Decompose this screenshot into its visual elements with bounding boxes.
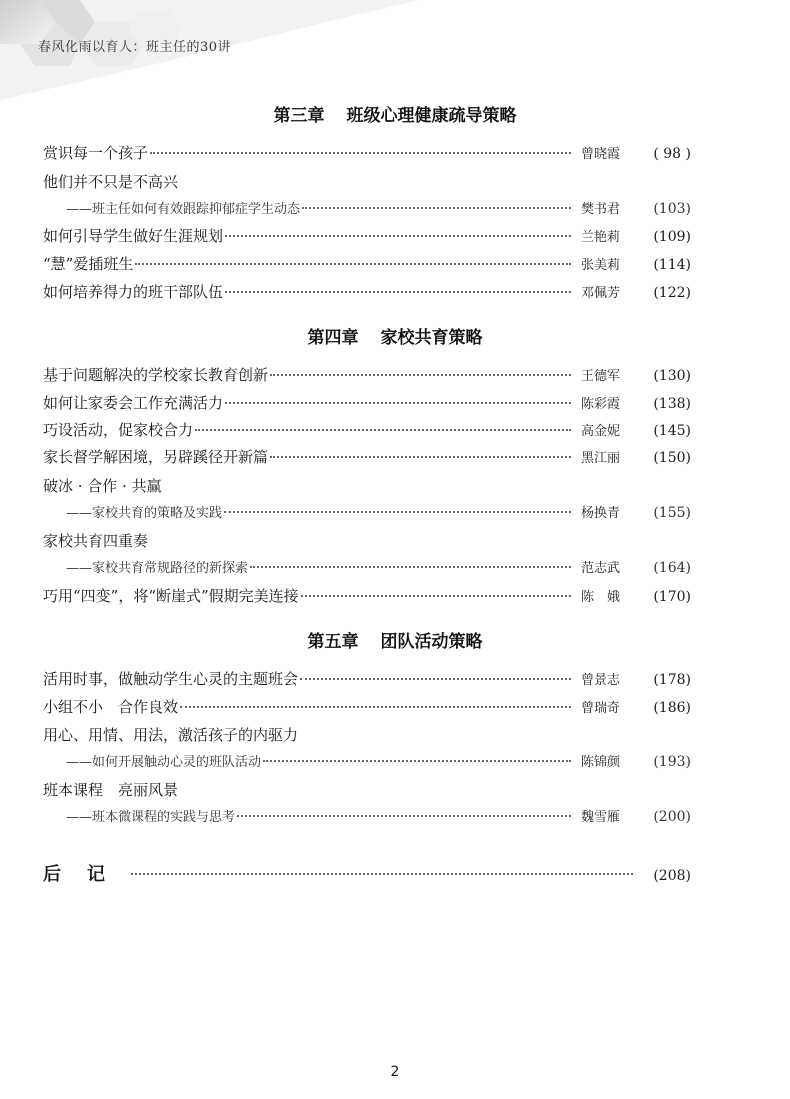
entry-author: 邓佩芳 (581, 286, 621, 301)
dot-leader (250, 566, 571, 568)
dot-leader (225, 291, 571, 293)
dot-leader (195, 429, 571, 431)
afterword-title: 后记 (43, 864, 131, 885)
toc-entry[interactable] (43, 363, 691, 387)
entry-page: (130) (653, 368, 691, 384)
toc-entry[interactable] (43, 252, 691, 276)
entry-page: (109) (653, 229, 691, 245)
entry-title: 巧设活动，促家校合力 (43, 421, 194, 439)
chapter-heading (0, 323, 790, 348)
entry-author: 樊书君 (581, 202, 621, 217)
entry-title[interactable]: 家校共育四重奏 (43, 532, 149, 550)
entry-author: 杨换青 (581, 506, 621, 521)
dot-leader (224, 511, 571, 513)
entry-page: (150) (653, 450, 691, 466)
chapter-heading (0, 627, 790, 652)
entry-title: 如何让家委会工作充满活力 (43, 394, 224, 412)
dot-leader (300, 678, 571, 680)
entry-page: (200) (653, 809, 691, 825)
entry-author: 陈彩霞 (581, 397, 621, 412)
entry-title: 家长督学解困境，另辟蹊径开新篇 (43, 448, 269, 466)
entry-page: (193) (653, 754, 691, 770)
entry-page: (145) (653, 423, 691, 439)
chapter-title: 团队活动策略 (380, 632, 483, 652)
entry-page: ( 98 ) (653, 146, 691, 162)
entry-author: 高金妮 (581, 424, 621, 439)
toc-entry[interactable] (43, 224, 691, 248)
entry-page: (103) (653, 201, 691, 217)
toc-entry[interactable] (66, 556, 691, 580)
entry-subtitle: ——家校共育常规路径的新探索 (66, 561, 249, 576)
entry-author: 范志武 (581, 561, 621, 576)
entry-page: (178) (653, 672, 691, 688)
toc-entry[interactable] (66, 750, 691, 774)
dot-leader (135, 263, 571, 265)
toc-entry[interactable] (43, 280, 691, 304)
dot-leader (270, 374, 571, 376)
entry-author: 陈锦颜 (581, 755, 621, 770)
chapter-title: 家校共育策略 (380, 328, 483, 348)
entry-page: (114) (653, 257, 691, 273)
entry-title: 小组不小 合作良效 (43, 698, 179, 716)
entry-title: 巧用“四变”，将“断崖式”假期完美连接 (43, 587, 299, 605)
entry-author: 兰艳莉 (581, 230, 621, 245)
entry-author: 张美莉 (581, 258, 621, 273)
entry-author: 曾景志 (581, 673, 621, 688)
dot-leader (301, 595, 571, 597)
entry-subtitle: ——如何开展触动心灵的班队活动 (66, 755, 262, 770)
dot-leader (225, 235, 571, 237)
toc-entry[interactable] (43, 695, 691, 719)
toc-entry[interactable] (66, 501, 691, 525)
entry-page: (170) (653, 589, 691, 605)
dot-leader (225, 402, 571, 404)
toc-entry[interactable] (43, 418, 691, 442)
dot-leader (131, 873, 633, 875)
dot-leader (263, 760, 571, 762)
entry-title[interactable]: 用心、用情、用法，激活孩子的内驱力 (43, 726, 299, 744)
page-number: 2 (390, 1064, 400, 1080)
dot-leader (270, 456, 571, 458)
entry-author: 曾晓霞 (581, 147, 621, 162)
chapter-number: 第三章 (273, 106, 325, 126)
toc-entry[interactable] (66, 197, 691, 221)
chapter-number: 第四章 (307, 328, 359, 348)
entry-author: 魏雪雁 (581, 810, 621, 825)
entry-author: 黑江丽 (581, 451, 621, 466)
entry-title[interactable]: 破冰 · 合作 · 共赢 (43, 477, 162, 495)
dot-leader (302, 207, 571, 209)
entry-title: 基于问题解决的学校家长教育创新 (43, 366, 269, 384)
toc-entry[interactable] (43, 141, 691, 165)
chapter-heading (0, 101, 790, 126)
dot-leader (150, 152, 571, 154)
entry-subtitle: ——班主任如何有效跟踪抑郁症学生动态 (66, 202, 301, 217)
entry-title: 如何引导学生做好生涯规划 (43, 227, 224, 245)
running-header: 春风化雨以育人：班主任的30讲 (38, 40, 232, 55)
toc-entry[interactable] (43, 667, 691, 691)
chapter-title: 班级心理健康疏导策略 (346, 106, 517, 126)
entry-page: (122) (653, 285, 691, 301)
entry-title: “慧”爱插班生 (43, 255, 134, 273)
entry-subtitle: ——家校共育的策略及实践 (66, 506, 223, 521)
entry-title[interactable]: 他们并不只是不高兴 (43, 173, 179, 191)
entry-title[interactable]: 班本课程 亮丽风景 (43, 781, 179, 799)
entry-title: 活用时事，做触动学生心灵的主题班会 (43, 670, 299, 688)
chapter-number: 第五章 (307, 632, 359, 652)
entry-page: (208) (653, 868, 691, 884)
toc-entry[interactable] (66, 805, 691, 829)
dot-leader (180, 706, 571, 708)
toc-entry-afterword[interactable] (43, 860, 691, 888)
entry-page: (138) (653, 396, 691, 412)
entry-page: (155) (653, 505, 691, 521)
entry-title: 如何培养得力的班干部队伍 (43, 283, 224, 301)
entry-author: 陈娥 (581, 590, 634, 605)
entry-author: 王德军 (581, 369, 621, 384)
entry-author: 曾瑞奇 (581, 701, 621, 716)
toc-entry[interactable] (43, 584, 691, 608)
entry-subtitle: ——班本微课程的实践与思考 (66, 810, 236, 825)
entry-page: (164) (653, 560, 691, 576)
dot-leader (237, 815, 571, 817)
entry-title: 赏识每一个孩子 (43, 144, 149, 162)
toc-entry[interactable] (43, 391, 691, 415)
toc-entry[interactable] (43, 445, 691, 469)
entry-page: (186) (653, 700, 691, 716)
